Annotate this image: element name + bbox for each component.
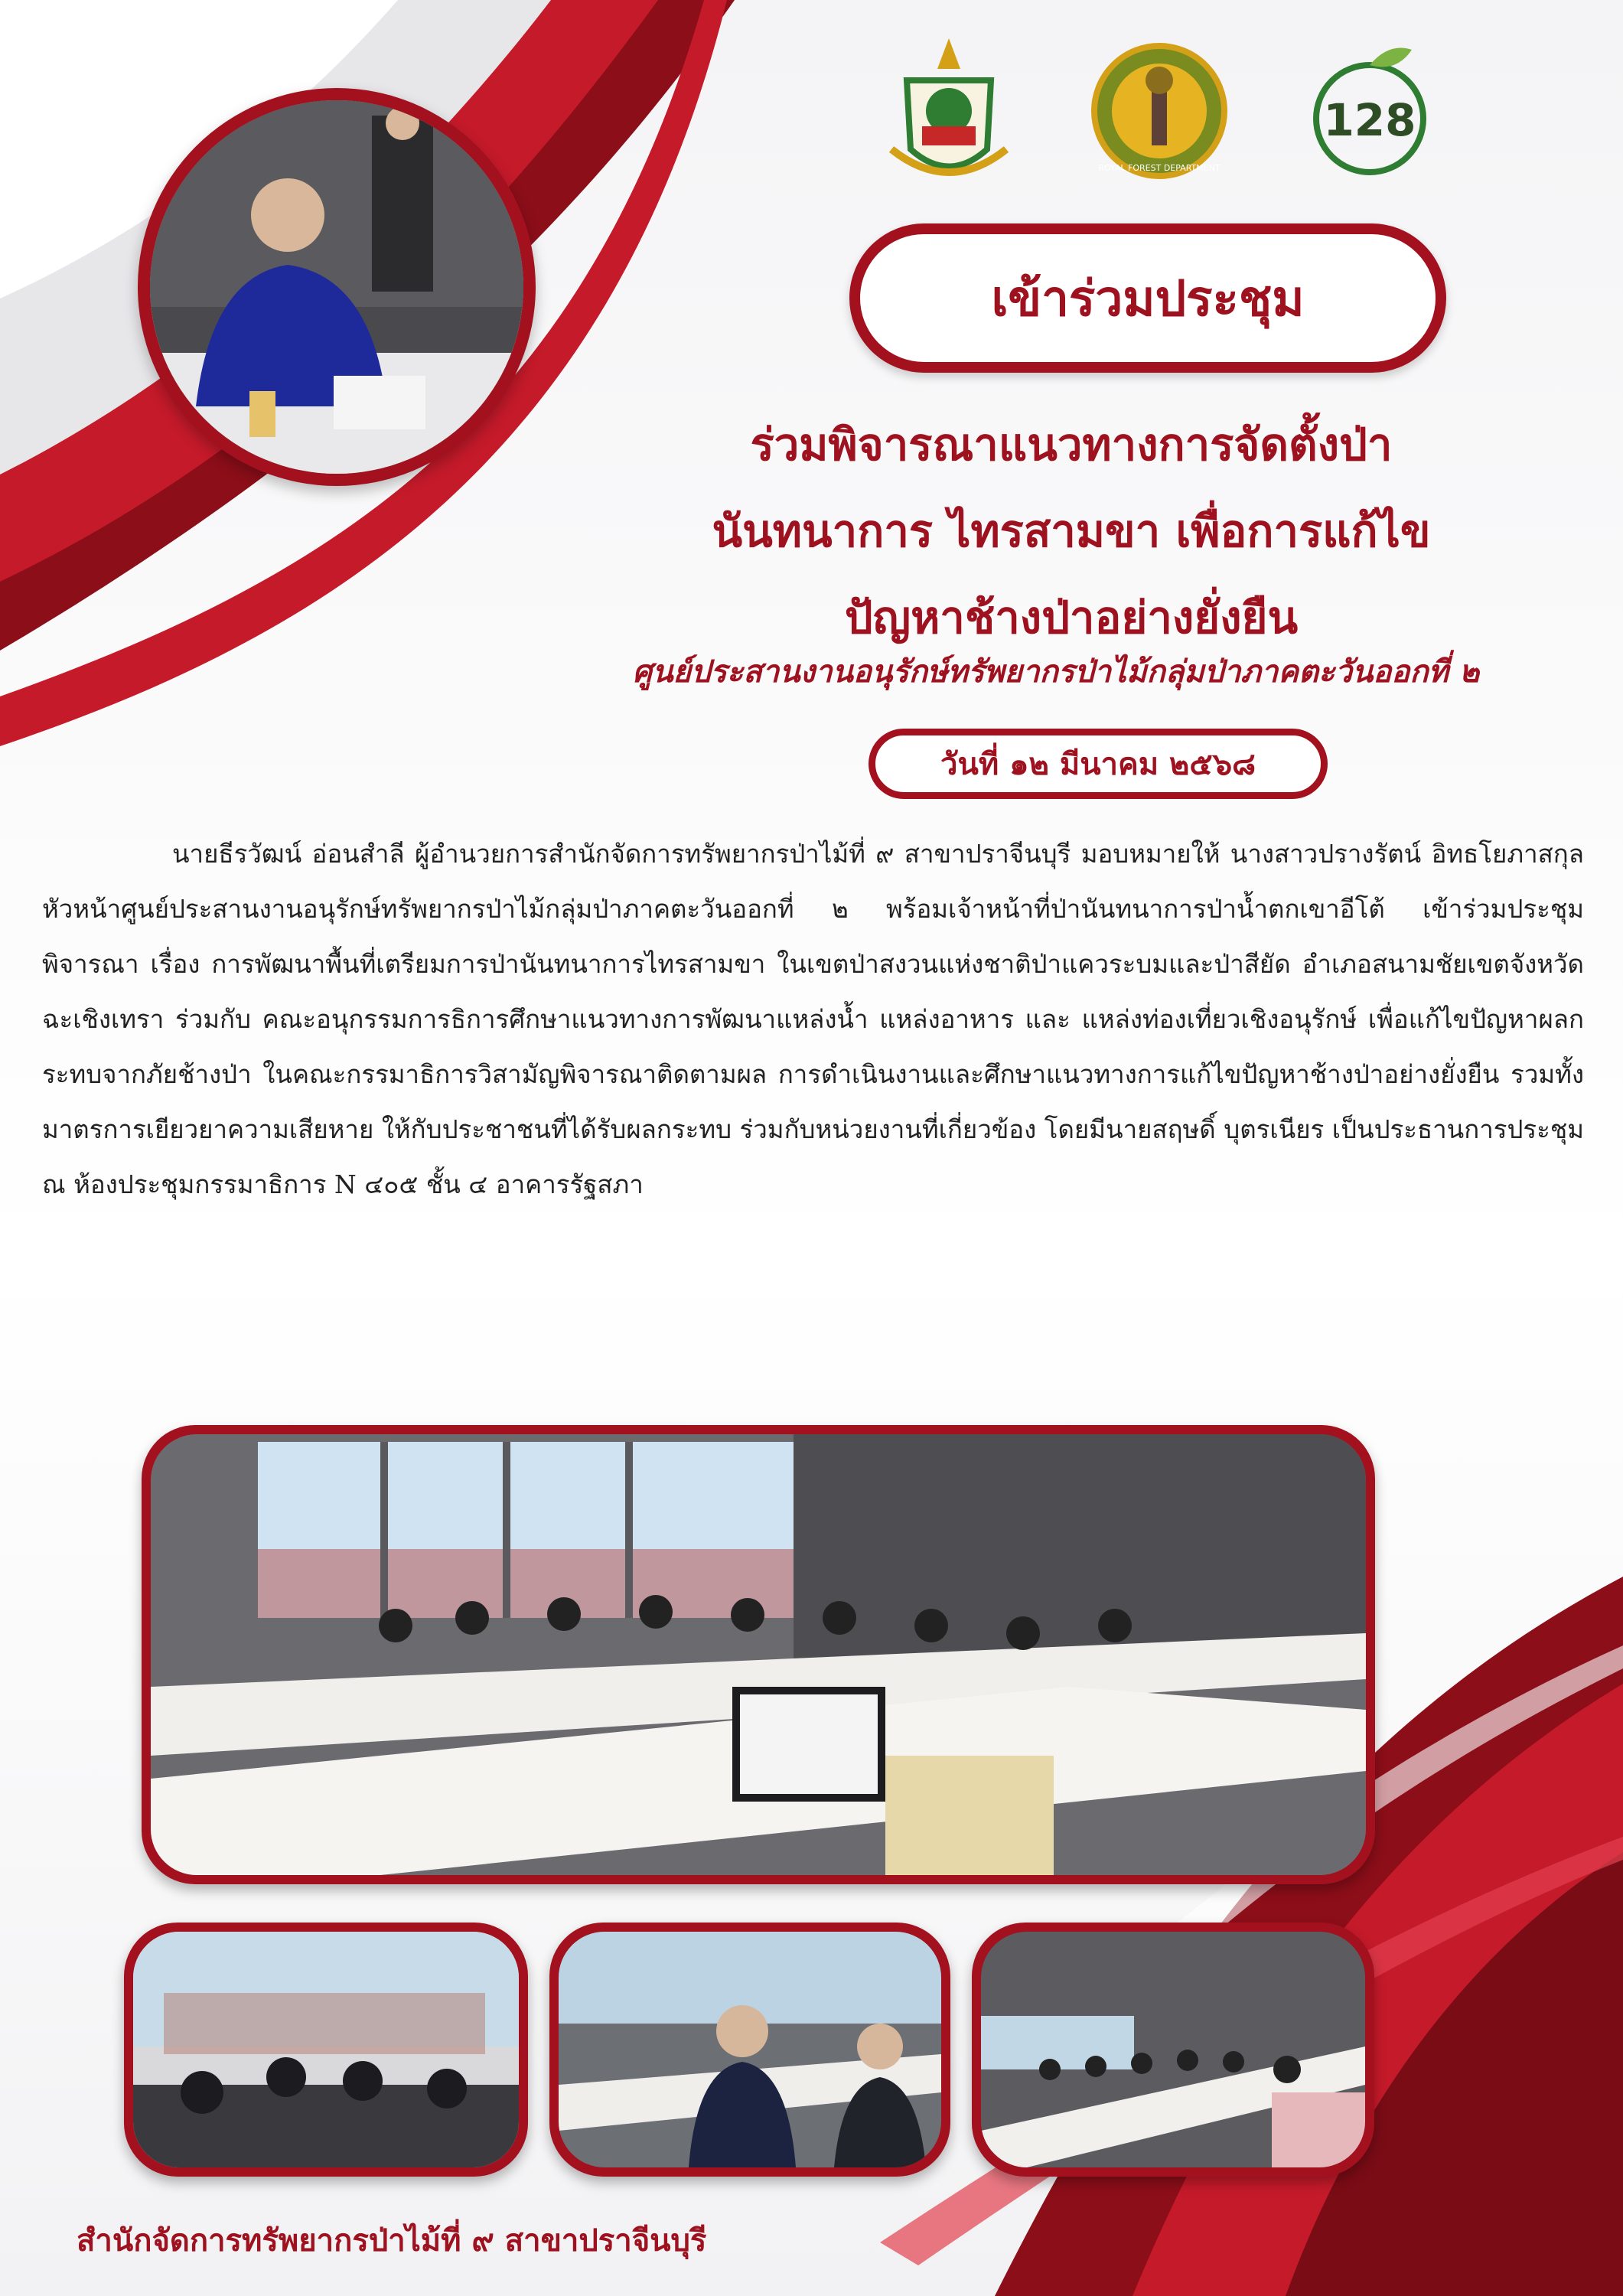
headline — [627, 402, 1515, 661]
subheading: ศูนย์ประสานงานอนุรักษ์ทรัพยากรป่าไม้กลุ่มป่าภาคตะวันออกที่ ๒ — [632, 654, 1480, 690]
headline-line-2: นันทนาการ ไทรสามขา เพื่อการแก้ไข — [712, 505, 1431, 557]
meeting-photo-right — [972, 1923, 1374, 2177]
date-text: วันที่ ๑๒ มีนาคม ๒๕๖๘ — [940, 747, 1256, 782]
meeting-photo-center — [549, 1923, 950, 2177]
logo-128-text: 128 — [1323, 94, 1416, 146]
rfd-logo-text: ROYAL FOREST DEPARTMENT — [1098, 163, 1221, 173]
meeting-photo-left — [124, 1923, 528, 2177]
body-paragraph: นายธีรวัฒน์ อ่อนสำลี ผู้อำนวยการสำนักจัดการทรัพยากรป่าไม้ที่ ๙ สาขาปราจีนบุรี มอบหมายให้ นางสาวปรางรัตน์ อิทธโยภาสกุล หัวหน้าศูนย์ประสานงานอนุรักษ์ทรัพยากรป่าไม้กลุ่มป่าภาคตะวันออกที่ ๒ พร้อมเจ้าหน้าที่ป่านันทนาการป่าน้ำตกเขาอีโต้ เข้าร่วมประชุมพิจารณา เรื่อง การพัฒนาพื้นที่เตรียมการป่านันทนาการไทรสามขา ในเขตป่าสงวนแห่งชาติป่าแควระบมและป่าสียัด อำเภอสนามชัยเขตจังหวัดฉะเชิงเทรา ร่วมกับ คณะอนุกรรมการธิการศึกษาแนวทางการพัฒนาแหล่งน้ำ แหล่งอาหาร และ แหล่งท่องเที่ยวเชิงอนุรักษ์ เพื่อแก้ไขปัญหาผลกระทบจากภัยช้างป่า ในคณะกรรมาธิการวิสามัญพิจารณาติดตามผล การดำเนินงานและศึกษาแนวทางการแก้ไขปัญหาช้างป่าอย่างยั่งยืน รวมทั้งมาตรการเยียวยาความเสียหาย ให้กับประชาชนที่ได้รับผลกระทบ ร่วมกับหน่วยงานที่เกี่ยวข้อง โดยมีนายสฤษดิ์ บุตรเนียร เป็นประธานการประชุม ณ ห้องประชุมกรรมาธิการ N ๔๐๕ ชั้น ๔ อาคารรัฐสภา — [42, 839, 1584, 1199]
headline-line-1: ร่วมพิจารณาแนวทางการจัดตั้งป่า — [750, 419, 1393, 471]
page-title: เข้าร่วมประชุม — [991, 270, 1305, 328]
date-badge — [869, 729, 1328, 799]
main-meeting-photo — [142, 1425, 1375, 1884]
director-portrait — [138, 88, 536, 486]
title-badge — [849, 223, 1446, 373]
headline-line-3: ปัญหาช้างป่าอย่างยั่งยืน — [844, 592, 1299, 644]
footer-office-name: สำนักจัดการทรัพยากรป่าไม้ที่ ๙ สาขาปราจีนบุรี — [77, 2223, 707, 2258]
anniversary-128-logo — [1297, 34, 1442, 188]
emblem-logo — [876, 34, 1022, 188]
royal-forest-department-logo — [1087, 34, 1232, 188]
